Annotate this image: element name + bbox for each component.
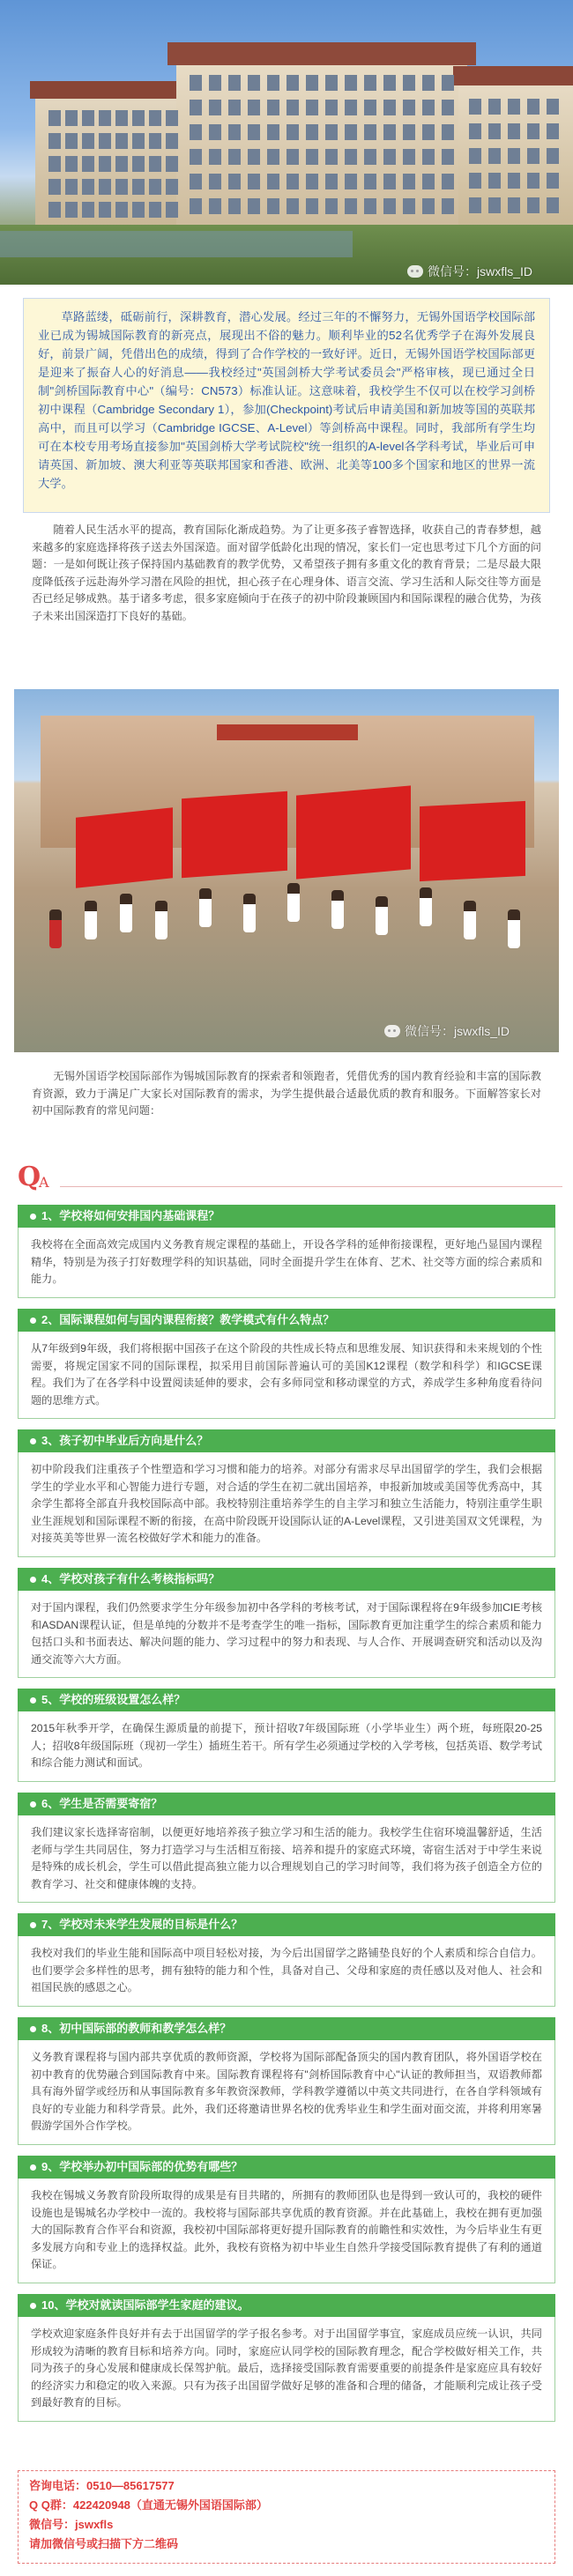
window	[527, 123, 540, 139]
window	[115, 133, 128, 149]
bullet-icon	[30, 2303, 36, 2309]
qa-item	[18, 1689, 555, 1782]
window	[190, 174, 202, 189]
window	[306, 100, 318, 115]
bullet-icon	[30, 2026, 36, 2032]
window	[65, 179, 78, 195]
window	[228, 100, 241, 115]
window	[547, 197, 559, 213]
qa-question	[18, 1205, 555, 1228]
window	[248, 100, 260, 115]
bullet-icon	[30, 1577, 36, 1583]
window	[364, 75, 376, 91]
window	[228, 174, 241, 189]
qa-answer: 从7年级到9年级，我们将根据中国孩子在这个阶段的共性成长特点和思维发展、知识获得和未来规划的个性需要，将规定国家不同的国际课程，拟采用目前国际普遍认可的美国K12课程（数学和科学）和IGCSE课程。我们为了在各学科中设置阅读延伸的要求，会有多师同堂和移动课堂的方式，养成学生多种角度看待问题的思维方式。	[18, 1332, 555, 1419]
window	[267, 100, 279, 115]
window	[383, 75, 396, 91]
window	[422, 149, 435, 165]
window	[115, 156, 128, 172]
bullet-icon	[30, 1214, 36, 1220]
paragraph-2: 无锡外国语学校国际部作为锡城国际教育的探索者和领跑者，凭借优秀的国内教育经验和丰富的国际教育资源，致力于满足广大家长对国际教育的需求，为学生提供最合适最优质的教育和服务。下面解答家长对初中国际教育的常见问题：	[32, 1070, 541, 1117]
window	[364, 124, 376, 140]
window	[228, 75, 241, 91]
window	[442, 198, 454, 214]
window	[383, 124, 396, 140]
student	[287, 883, 300, 922]
contact-note: 请加微信号或扫描下方二维码	[29, 2537, 179, 2550]
window	[527, 197, 540, 213]
qa-item	[18, 1309, 555, 1419]
window	[442, 100, 454, 115]
qa-answer: 2015年秋季开学，在确保生源质量的前提下，预计招收7年级国际班（小学毕业生）两个班，每班限20-25人；招收8年级国际班（现初一学生）插班生若干。所有学生必须通过学校的入学考核，包括英语、数学考试和综合能力测试和面试。	[18, 1711, 555, 1782]
flag	[296, 785, 411, 879]
window	[286, 100, 299, 115]
qa-answer: 对于国内课程，我们仍然要求学生分年级参加初中各学科的考核考试，对于国际课程将在9年级参加CIE考核和ASDAN课程认证，但是单纯的分数并不是考查学生的唯一指标，国际教育更加注重学生的综合素质和能力包括口头和书面表达、解决问题的能力、学习过程中的努力和表现、与人合作、开展调查研究和活动以及沟通交流等六大方面。	[18, 1591, 555, 1678]
contact-wechat[interactable]: 微信号：jswxfls	[29, 2518, 114, 2531]
window	[469, 173, 481, 189]
qa-item	[18, 1913, 555, 2007]
window	[325, 100, 338, 115]
window	[325, 75, 338, 91]
student	[85, 901, 97, 939]
student	[376, 896, 388, 935]
window	[306, 198, 318, 214]
flag	[420, 801, 525, 881]
window	[99, 202, 111, 218]
window	[149, 179, 161, 195]
window	[190, 100, 202, 115]
window	[442, 75, 454, 91]
window	[488, 123, 501, 139]
window	[469, 197, 481, 213]
window	[345, 75, 357, 91]
window	[190, 149, 202, 165]
window	[547, 123, 559, 139]
window	[403, 124, 415, 140]
window	[132, 110, 145, 126]
window	[149, 202, 161, 218]
window	[286, 149, 299, 165]
qa-question-text: 6、学生是否需要寄宿？	[41, 1797, 163, 1810]
qa-question-text: 9、学校举办初中国际部的优势有哪些？	[41, 2160, 243, 2173]
qa-question	[18, 1429, 555, 1452]
window	[228, 149, 241, 165]
window	[99, 179, 111, 195]
window	[190, 124, 202, 140]
window	[248, 149, 260, 165]
window	[488, 197, 501, 213]
window	[325, 198, 338, 214]
window	[306, 174, 318, 189]
window	[508, 148, 520, 164]
window	[132, 179, 145, 195]
window	[166, 133, 178, 149]
qa-question	[18, 1689, 555, 1711]
window	[383, 174, 396, 189]
window	[267, 174, 279, 189]
window	[190, 198, 202, 214]
qa-question	[18, 1793, 555, 1815]
window	[166, 179, 178, 195]
window	[82, 110, 94, 126]
qa-item	[18, 1793, 555, 1903]
window	[267, 75, 279, 91]
window	[48, 133, 61, 149]
window	[547, 173, 559, 189]
bullet-icon	[30, 2164, 36, 2171]
window	[267, 198, 279, 214]
bullet-icon	[30, 1922, 36, 1928]
window	[228, 124, 241, 140]
qa-question-text: 10、学校对就读国际部学生家庭的建议。	[41, 2298, 249, 2312]
qa-title-q: Q	[18, 1162, 41, 1192]
intro-text: 草路蓝缕，砥砺前行，深耕教育，潜心发展。经过三年的不懈努力，无锡外国语学校国际部业已成为锡城国际教育的新亮点，展现出不俗的魅力。顺利毕业的52名优秀学子在海外发展良好，前景广阔，凭借出色的成绩，得到了合作学校的一致好评。近日，无锡外国语学校国际部更是迎来了振奋人心的好消息——我校经过"英国剑桥大学考试委员会"严格审核，现已通过全日制"剑桥国际教育中心"（编号：CN573）标准认证。这意味着，我校学生不仅可以在校学习剑桥初中课程（Cambridge Secondary 1），参加(Checkpoint)考试后申请美国和新加坡等国的英联邦高中，而且可以学习（Cambridge IGCSE、A-Level）等剑桥高中课程。同时，我部所有学生均可在本校专用考场直接参加"英国剑桥大学考试院校"统一组织的A-level各学科考试，毕业后可申请英国、新加坡、澳大利亚等英联邦国家和香港、欧洲、北美等100多个国家和地区的世界一流大学。	[38, 310, 535, 490]
qa-question-text: 3、孩子初中毕业后方向是什么？	[41, 1434, 209, 1447]
contact-box	[18, 2470, 555, 2564]
window	[228, 198, 241, 214]
window	[99, 156, 111, 172]
window	[149, 156, 161, 172]
window	[403, 100, 415, 115]
window	[82, 133, 94, 149]
qa-question-text: 4、学校对孩子有什么考核指标吗？	[41, 1572, 220, 1585]
qa-question	[18, 2017, 555, 2040]
window	[383, 100, 396, 115]
window	[422, 198, 435, 214]
hero-watermark-text: 微信号：jswxfls_ID	[428, 264, 533, 278]
qa-item	[18, 2017, 555, 2145]
window	[99, 133, 111, 149]
window	[48, 202, 61, 218]
window	[65, 133, 78, 149]
window	[403, 149, 415, 165]
window	[508, 173, 520, 189]
window	[442, 149, 454, 165]
window	[403, 75, 415, 91]
window	[364, 198, 376, 214]
campus-hero-image	[0, 0, 573, 285]
qa-item	[18, 1429, 555, 1557]
window	[325, 149, 338, 165]
window	[325, 174, 338, 189]
intro-box	[23, 298, 550, 513]
window	[48, 156, 61, 172]
window	[82, 156, 94, 172]
window	[166, 156, 178, 172]
qa-item	[18, 2294, 555, 2422]
window	[527, 148, 540, 164]
window	[547, 148, 559, 164]
window	[383, 149, 396, 165]
window	[115, 110, 128, 126]
window	[345, 100, 357, 115]
window	[209, 149, 221, 165]
student	[199, 888, 212, 927]
building-sign	[217, 724, 358, 740]
student	[508, 909, 520, 948]
window	[469, 123, 481, 139]
qa-question-text: 2、国际课程如何与国内课程衔接？教学模式有什么特点？	[41, 1313, 335, 1326]
window	[306, 124, 318, 140]
window	[403, 174, 415, 189]
student	[464, 901, 476, 939]
window	[422, 124, 435, 140]
window	[422, 75, 435, 91]
window	[267, 124, 279, 140]
window	[209, 100, 221, 115]
flag	[76, 807, 173, 888]
window	[209, 198, 221, 214]
window	[488, 148, 501, 164]
window	[132, 156, 145, 172]
qa-question	[18, 1913, 555, 1936]
window	[508, 99, 520, 115]
window	[364, 100, 376, 115]
window	[149, 110, 161, 126]
window	[527, 173, 540, 189]
qa-title	[18, 1162, 564, 1197]
contact-phone[interactable]: 咨询电话：0510—85617577	[29, 2479, 175, 2492]
window	[209, 174, 221, 189]
window	[508, 123, 520, 139]
qa-answer: 我校在锡城义务教育阶段所取得的成果是有目共睹的，所拥有的教师团队也是得到一致认可的，我校的硬件设施也是锡城名办学校中一流的。我校将与国际部共享优质的教育资源。并在此基础上，我校在拥有更加强大的国际教育合作平台和资源，我校初中国际部将更好提升国际教育的前瞻性和实效性，为今后毕业生有更多发展方向和专业上的选择权益。此外，我校有资格为初中毕业生自然升学接受国际教育提供了有利的通道保证。	[18, 2179, 555, 2283]
window	[190, 75, 202, 91]
window	[345, 149, 357, 165]
window	[403, 198, 415, 214]
window	[422, 174, 435, 189]
window	[65, 202, 78, 218]
paragraph-1: 随着人民生活水平的提高，教育国际化渐成趋势。为了让更多孩子睿智选择，收获自己的青春梦想，越来越多的家庭选择将孩子送去外国深造。面对留学低龄化出现的情况，家长们一定也思考过下几个方面的问题：一是如何既让孩子保持国内基础教育的教学优势，又希望孩子拥有多重文化的教育背景；二是尽最大限度降低孩子远赴海外学习潜在风险的担忧，担心孩子在心理身体、语言交流、学习生活和人际交往等方面是否已经足够成熟。基于诸多考虑，很多家庭倾向于在孩子的初中阶段兼顾国内和国际课程的融合优势，为孩子未来出国深造打下良好的基础。	[32, 523, 541, 622]
student	[420, 887, 432, 926]
window	[286, 174, 299, 189]
qa-question-text: 5、学校的班级设置怎么样？	[41, 1693, 186, 1706]
window	[65, 156, 78, 172]
window	[345, 174, 357, 189]
bullet-icon	[30, 1801, 36, 1808]
qa-answer: 我校对我们的毕业生能和国际高中项目轻松对接，为今后出国留学之路铺垫良好的个人素质和综合自信力。也们要学会多样性的思考，拥有独特的能力和个性，具备对自己、父母和家庭的责任感以及对他人、社会和祖国民族的感恩之心。	[18, 1936, 555, 2007]
divider	[60, 1186, 562, 1187]
bullet-icon	[30, 1697, 36, 1704]
window	[132, 202, 145, 218]
window	[306, 149, 318, 165]
qa-answer: 我们建议家长选择寄宿制，以便更好地培养孩子独立学习和生活的能力。我校学生住宿环境温馨舒适，生活老师与学生共同居住，努力打造学习与生活相互衔接、培养和提升的家庭式环境，寄宿生活对于中学生来说是特殊的成长机会，学生可以借此提高独立能力以合理规划自己的学习时间等，我们将为孩子创造全方位的教育学习、社交和健康体魄的支持。	[18, 1815, 555, 1903]
student	[155, 901, 167, 939]
window	[248, 124, 260, 140]
window	[286, 198, 299, 214]
qa-question	[18, 1568, 555, 1591]
qa-title-a: A	[39, 1174, 49, 1191]
window	[132, 133, 145, 149]
qa-item	[18, 1205, 555, 1298]
window	[345, 198, 357, 214]
student	[49, 909, 62, 948]
window	[82, 202, 94, 218]
window	[442, 174, 454, 189]
hero-watermark	[407, 263, 532, 280]
window	[248, 75, 260, 91]
wechat-icon	[384, 1025, 400, 1037]
pond	[0, 231, 353, 257]
window	[286, 124, 299, 140]
window	[65, 110, 78, 126]
window	[527, 99, 540, 115]
student	[120, 894, 132, 932]
wechat-icon	[407, 265, 423, 278]
qa-answer: 我校将在全面高效完成国内义务教育规定课程的基础上，开设各学科的延伸衔接课程，更好地凸显国内课程精华，特别是为孩子打好数理学科的知识基础，同时全面提升学生在体育、艺术、社交等方面的综合素质和能力。	[18, 1228, 555, 1298]
window	[48, 110, 61, 126]
window	[99, 110, 111, 126]
window	[488, 173, 501, 189]
window	[248, 174, 260, 189]
photo-watermark	[384, 1022, 510, 1040]
window	[82, 179, 94, 195]
window	[442, 124, 454, 140]
window	[209, 75, 221, 91]
window	[364, 174, 376, 189]
students-parade-photo	[14, 689, 559, 1052]
qa-question	[18, 2294, 555, 2317]
flag	[182, 791, 287, 878]
window	[166, 202, 178, 218]
photo-watermark-text: 微信号：jswxfls_ID	[405, 1024, 510, 1038]
window	[469, 148, 481, 164]
window	[469, 99, 481, 115]
window	[345, 124, 357, 140]
qa-answer: 学校欢迎家庭条件良好并有去于出国留学的学子报名参考。对于出国留学事宜，家庭成员应统一认识，共同形成较为清晰的教育目标和培养方向。同时，家庭应认同学校的国际教育理念，配合学校做好相关工作，共同为孩子的身心发展和健康成长保驾护航。最后，选择接受国际教育需要重要的前提条件是家庭应具有较好的经济实力和稳定的收入来源。只有为孩子出国留学做好足够的准备和合理的储备，才能顺利完成让孩子受到最好教育的目标。	[18, 2317, 555, 2422]
qa-question-text: 1、学校将如何安排国内基础课程？	[41, 1209, 220, 1222]
qa-answer: 初中阶段我们注重孩子个性塑造和学习习惯和能力的培养。对部分有需求尽早出国留学的学生，我们会根据学生的学业水平和心智能力进行专题，对合适的学生在初二就出国培养，申报新加坡或美国等优秀高中，其余学生都将全部直升我校国际高中部。我校特别注重培养学生的自主学习和独立生活能力，特别注重学生职业生涯规划和国际课程不断的衔接，在高中阶段既开设国际认证的A-Level课程，又引进美国双文凭课程，为对接英美等世界一流名校做好学术和能力的准备。	[18, 1452, 555, 1557]
window	[286, 75, 299, 91]
window	[508, 197, 520, 213]
window	[383, 198, 396, 214]
qa-item	[18, 1568, 555, 1678]
window	[422, 100, 435, 115]
bullet-icon	[30, 1438, 36, 1444]
window	[488, 99, 501, 115]
window	[325, 124, 338, 140]
qa-answer: 义务教育课程将与国内部共享优质的教师资源，学校将为国际部配备顶尖的国内教育团队，将外国语学校在初中教育的优势融合到国际教育中来。国际教育课程将有"剑桥国际教育中心"认证的教师担当，双语教师都具有海外留学或经历和从事国际教育多年教资深教师，学科教学遵循以中英文共同进行，在各自学科领域有良好的专业能力和科学背景。此外，我们还将邀请世界名校的优秀毕业生和学生面对面交流，并将利用寒暑假游学国外合作学校。	[18, 2040, 555, 2145]
qa-question	[18, 2156, 555, 2179]
window	[115, 202, 128, 218]
qa-question	[18, 1309, 555, 1332]
window	[267, 149, 279, 165]
student	[331, 890, 344, 929]
bullet-icon	[30, 1318, 36, 1324]
window	[248, 198, 260, 214]
qa-question-text: 8、初中国际部的教师和教学怎么样？	[41, 2022, 232, 2035]
window	[166, 110, 178, 126]
window	[149, 133, 161, 149]
qa-question-text: 7、学校对未来学生发展的目标是什么？	[41, 1918, 243, 1931]
window	[48, 179, 61, 195]
contact-qq-group[interactable]: Q Q群：422420948（直通无锡外国语国际部）	[29, 2498, 268, 2512]
window	[306, 75, 318, 91]
window	[209, 124, 221, 140]
student	[243, 894, 256, 932]
window	[115, 179, 128, 195]
window	[547, 99, 559, 115]
window	[364, 149, 376, 165]
qa-item	[18, 2156, 555, 2283]
